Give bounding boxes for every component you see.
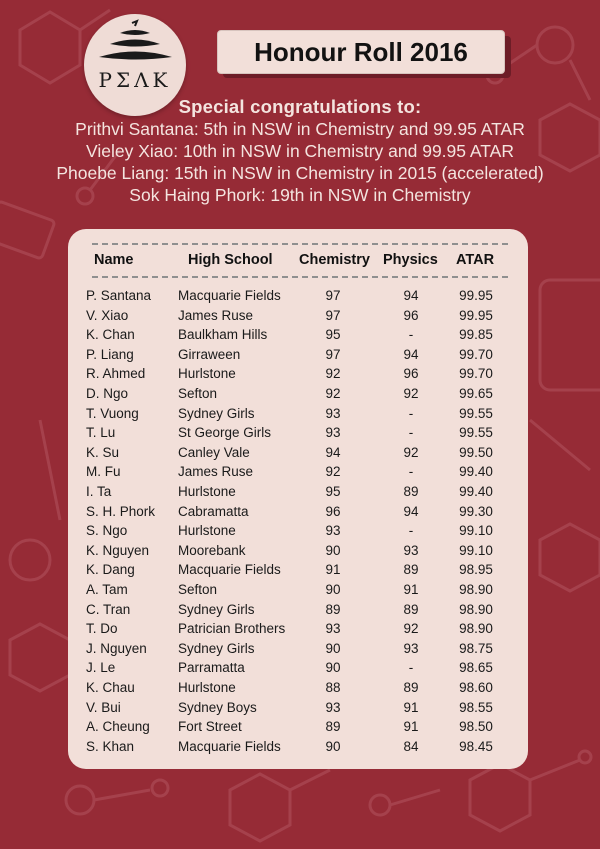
cell-school: Hurlstone <box>178 680 236 695</box>
cell-name: T. Lu <box>86 425 116 441</box>
cell-school: Moorebank <box>178 542 246 558</box>
cell-name: V. Bui <box>86 699 121 715</box>
cell-phys: 94 <box>403 503 419 519</box>
cell-atar: 98.90 <box>459 601 493 617</box>
cell-phys: 89 <box>403 484 419 499</box>
cell-school: James Ruse <box>178 307 254 323</box>
cell-name: V. Xiao <box>86 307 129 323</box>
cell-name: M. Fu <box>86 464 121 480</box>
cell-name: C. Tran <box>86 601 131 617</box>
congrats-heading: Special congratulations to: <box>178 96 422 117</box>
cell-chem: 97 <box>325 346 341 362</box>
cell-school: Sefton <box>178 582 218 597</box>
cell-atar: 99.70 <box>459 346 493 362</box>
page-title: Honour Roll 2016 <box>217 30 505 74</box>
congratulations-section <box>0 96 600 206</box>
cell-atar: 98.45 <box>459 738 493 754</box>
cell-chem: 93 <box>325 699 341 715</box>
congrats-line: Sok Haing Phork: 19th in NSW in Chemistry <box>129 185 471 205</box>
cell-school: Cabramatta <box>178 503 249 519</box>
cell-atar: 98.65 <box>459 660 493 676</box>
header-divider-top <box>92 243 508 245</box>
cell-school: Sefton <box>178 386 218 401</box>
cell-name: D. Ngo <box>86 386 129 401</box>
cell-phys: - <box>408 523 414 539</box>
cell-atar: 99.10 <box>459 542 493 558</box>
cell-school: Sydney Girls <box>178 405 255 421</box>
cell-school: Hurlstone <box>178 523 236 539</box>
cell-school: Macquarie Fields <box>178 562 281 578</box>
cell-phys: 91 <box>403 699 419 715</box>
cell-school: James Ruse <box>178 464 254 480</box>
title-banner <box>217 30 511 78</box>
cell-atar: 99.85 <box>459 327 493 343</box>
cell-chem: 90 <box>325 582 341 597</box>
cell-atar: 99.40 <box>459 464 493 480</box>
cell-phys: 91 <box>403 719 419 735</box>
cell-atar: 99.70 <box>459 366 493 382</box>
header-atar: ATAR <box>456 252 495 268</box>
cell-phys: 89 <box>403 601 419 617</box>
cell-school: Macquarie Fields <box>178 738 281 754</box>
cell-school: Sydney Boys <box>178 699 257 715</box>
cell-name: T. Do <box>86 621 118 637</box>
cell-atar: 98.60 <box>459 680 493 695</box>
cell-phys: 89 <box>403 562 419 578</box>
cell-school: Girraween <box>178 346 241 362</box>
cell-name: J. Le <box>86 660 116 676</box>
cell-chem: 93 <box>325 621 341 637</box>
cell-phys: - <box>408 464 414 480</box>
cell-school: Canley Vale <box>178 444 250 460</box>
cell-name: S. Khan <box>86 738 135 754</box>
cell-phys: 93 <box>403 640 419 656</box>
cell-school: Sydney Girls <box>178 601 255 617</box>
cell-name: A. Tam <box>86 582 128 597</box>
cell-phys: - <box>408 405 414 421</box>
cell-name: A. Cheung <box>86 719 150 735</box>
cell-phys: 96 <box>403 366 419 382</box>
cell-chem: 89 <box>325 601 341 617</box>
cell-chem: 93 <box>325 425 341 441</box>
cell-school: St George Girls <box>178 425 272 441</box>
cell-chem: 97 <box>325 307 341 323</box>
cell-atar: 98.50 <box>459 719 493 735</box>
cell-chem: 95 <box>325 484 341 499</box>
cell-chem: 89 <box>325 719 341 735</box>
cell-phys: - <box>408 327 414 343</box>
cell-phys: 89 <box>403 680 419 695</box>
cell-name: K. Nguyen <box>86 542 150 558</box>
cell-atar: 99.10 <box>459 523 493 539</box>
cell-phys: 92 <box>403 621 419 637</box>
cell-name: K. Dang <box>86 562 135 578</box>
cell-atar: 99.40 <box>459 484 493 499</box>
cell-phys: 84 <box>403 738 419 754</box>
cell-phys: 96 <box>403 307 419 323</box>
cell-name: K. Su <box>86 444 120 460</box>
cell-phys: - <box>408 660 414 676</box>
cell-name: R. Ahmed <box>86 366 146 382</box>
cell-name: K. Chau <box>86 680 135 695</box>
cell-chem: 90 <box>325 660 341 676</box>
header-name: Name <box>94 252 134 268</box>
cell-chem: 88 <box>325 680 341 695</box>
cell-phys: 93 <box>403 542 419 558</box>
cell-chem: 97 <box>325 288 341 303</box>
cell-name: S. H. Phork <box>86 503 156 519</box>
cell-school: Hurlstone <box>178 366 236 382</box>
cell-atar: 98.90 <box>459 582 493 597</box>
cell-school: Baulkham Hills <box>178 327 268 343</box>
logo-text: ΡΣΛΚ <box>98 68 172 92</box>
cell-school: Parramatta <box>178 660 245 676</box>
cell-chem: 90 <box>325 542 341 558</box>
cell-name: P. Santana <box>86 288 152 303</box>
cell-school: Sydney Girls <box>178 640 255 656</box>
cell-atar: 99.55 <box>459 405 493 421</box>
cell-atar: 99.30 <box>459 503 493 519</box>
cell-chem: 93 <box>325 405 341 421</box>
cell-chem: 96 <box>325 503 341 519</box>
congrats-line: Prithvi Santana: 5th in NSW in Chemistry and 99.95 ATAR <box>75 119 525 139</box>
cell-phys: 91 <box>403 582 419 597</box>
cell-school: Patrician Brothers <box>178 621 286 637</box>
cell-chem: 94 <box>325 444 341 460</box>
cell-phys: 92 <box>403 386 419 401</box>
cell-chem: 92 <box>325 464 341 480</box>
cell-atar: 98.95 <box>459 562 493 578</box>
cell-chem: 90 <box>325 640 341 656</box>
cell-chem: 92 <box>325 366 341 382</box>
cell-school: Macquarie Fields <box>178 288 281 303</box>
header-chemistry: Chemistry <box>299 252 370 268</box>
cell-atar: 99.95 <box>459 307 493 323</box>
header-divider-bottom <box>92 276 508 278</box>
cell-name: S. Ngo <box>86 523 128 539</box>
cell-phys: 94 <box>403 346 419 362</box>
cell-chem: 95 <box>325 327 341 343</box>
cell-chem: 91 <box>325 562 341 578</box>
cell-chem: 90 <box>325 738 341 754</box>
cell-chem: 92 <box>325 386 341 401</box>
cell-name: K. Chan <box>86 327 135 343</box>
cell-atar: 98.55 <box>459 699 493 715</box>
cell-school: Fort Street <box>178 719 242 735</box>
congrats-line: Phoebe Liang: 15th in NSW in Chemistry in 2015 (accelerated) <box>56 163 544 183</box>
header-physics: Physics <box>383 252 438 268</box>
cell-chem: 93 <box>325 523 341 539</box>
cell-school: Hurlstone <box>178 484 236 499</box>
cell-name: T. Vuong <box>86 405 139 421</box>
congrats-line: Vieley Xiao: 10th in NSW in Chemistry and 99.95 ATAR <box>86 141 514 161</box>
cell-name: J. Nguyen <box>86 640 147 656</box>
cell-phys: 92 <box>403 444 419 460</box>
cell-phys: - <box>408 425 414 441</box>
cell-name: P. Liang <box>86 346 134 362</box>
cell-atar: 98.75 <box>459 640 493 656</box>
cell-atar: 99.50 <box>459 444 493 460</box>
cell-atar: 99.55 <box>459 425 493 441</box>
cell-phys: 94 <box>403 288 419 303</box>
honour-roll-table <box>68 229 528 769</box>
cell-atar: 99.65 <box>459 386 493 401</box>
cell-atar: 99.95 <box>459 288 493 303</box>
cell-atar: 98.90 <box>459 621 493 637</box>
header-school: High School <box>188 252 273 268</box>
cell-name: I. Ta <box>86 484 112 499</box>
